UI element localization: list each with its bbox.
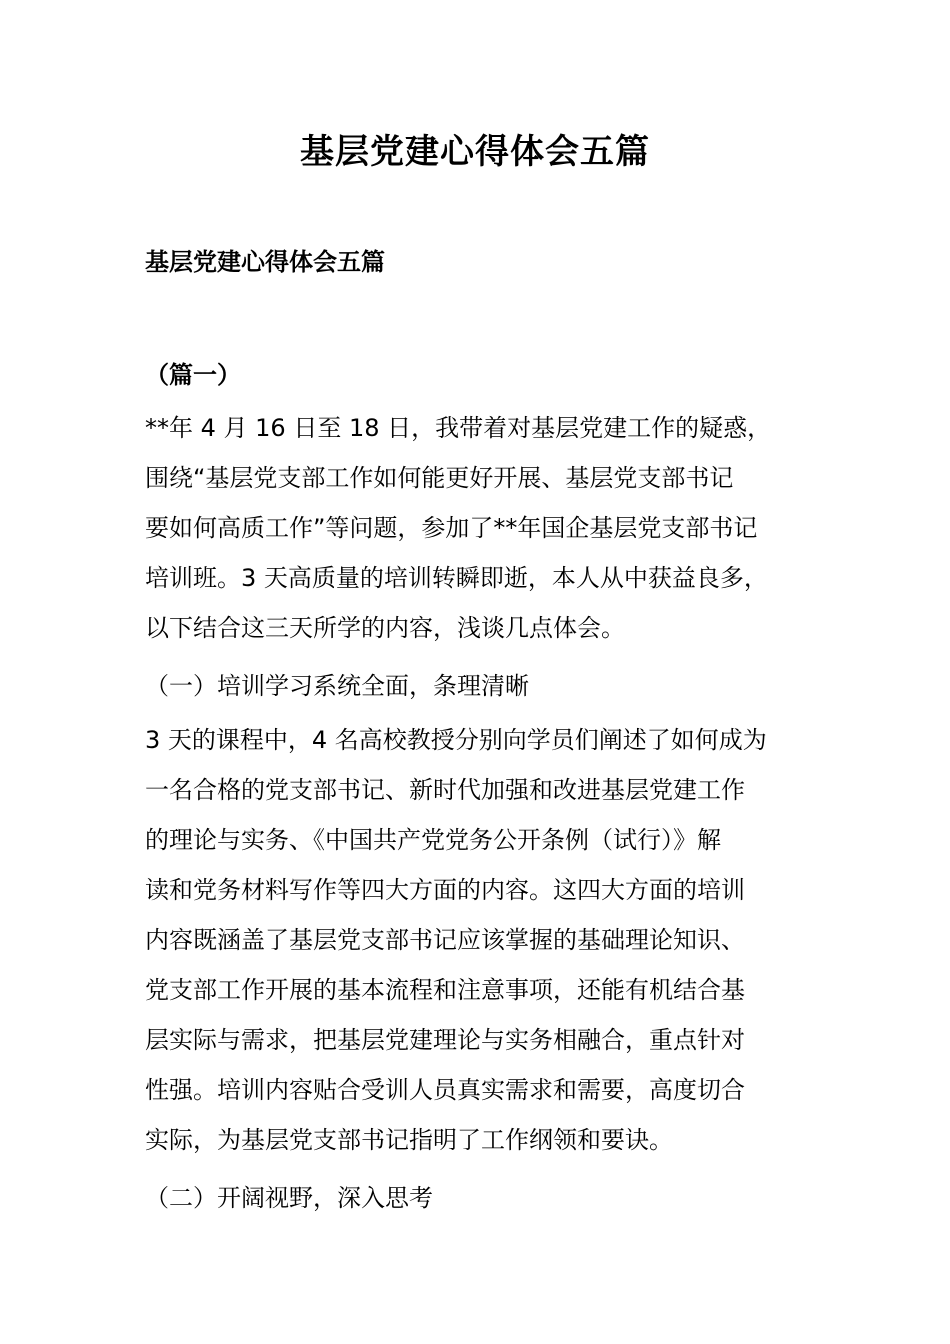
body-line-9: 读和党务材料写作等四大方面的内容。这四大方面的培训 [145,876,745,904]
body-line-14: 实际，为基层党支部书记指明了工作纲领和要诀。 [145,1126,673,1154]
document-title: 基层党建心得体会五篇 [300,132,650,172]
body-line-12: 层实际与需求，把基层党建理论与实务相融合，重点针对 [145,1026,745,1054]
body-line-8: 的理论与实务、《中国共产党党务公开条例（试行）》解 [145,826,721,854]
body-line-1: **年 4 月 16 日至 18 日，我带着对基层党建工作的疑惑， [145,414,772,442]
body-line-5: 以下结合这三天所学的内容，浅谈几点体会。 [145,614,625,642]
document-subtitle: 基层党建心得体会五篇 [145,248,385,276]
body-line-10: 内容既涵盖了基层党支部书记应该掌握的基础理论知识、 [145,926,745,954]
section-label: （篇一） [145,361,241,389]
body-line-3: 要如何高质工作”等问题，参加了**年国企基层党支部书记 [145,514,758,542]
body-line-7: 一名合格的党支部书记、新时代加强和改进基层党建工作 [145,776,745,804]
body-line-2: 围绕“基层党支部工作如何能更好开展、基层党支部书记 [145,464,734,492]
body-line-13: 性强。培训内容贴合受训人员真实需求和需要，高度切合 [145,1076,745,1104]
body-line-6: 3 天的课程中，4 名高校教授分别向学员们阐述了如何成为 [145,726,767,754]
subheading-2: （二）开阔视野，深入思考 [145,1184,433,1212]
body-line-11: 党支部工作开展的基本流程和注意事项，还能有机结合基 [145,976,745,1004]
body-line-4: 培训班。3 天高质量的培训转瞬即逝，本人从中获益良多， [145,564,768,592]
subheading-1: （一）培训学习系统全面，条理清晰 [145,672,529,700]
